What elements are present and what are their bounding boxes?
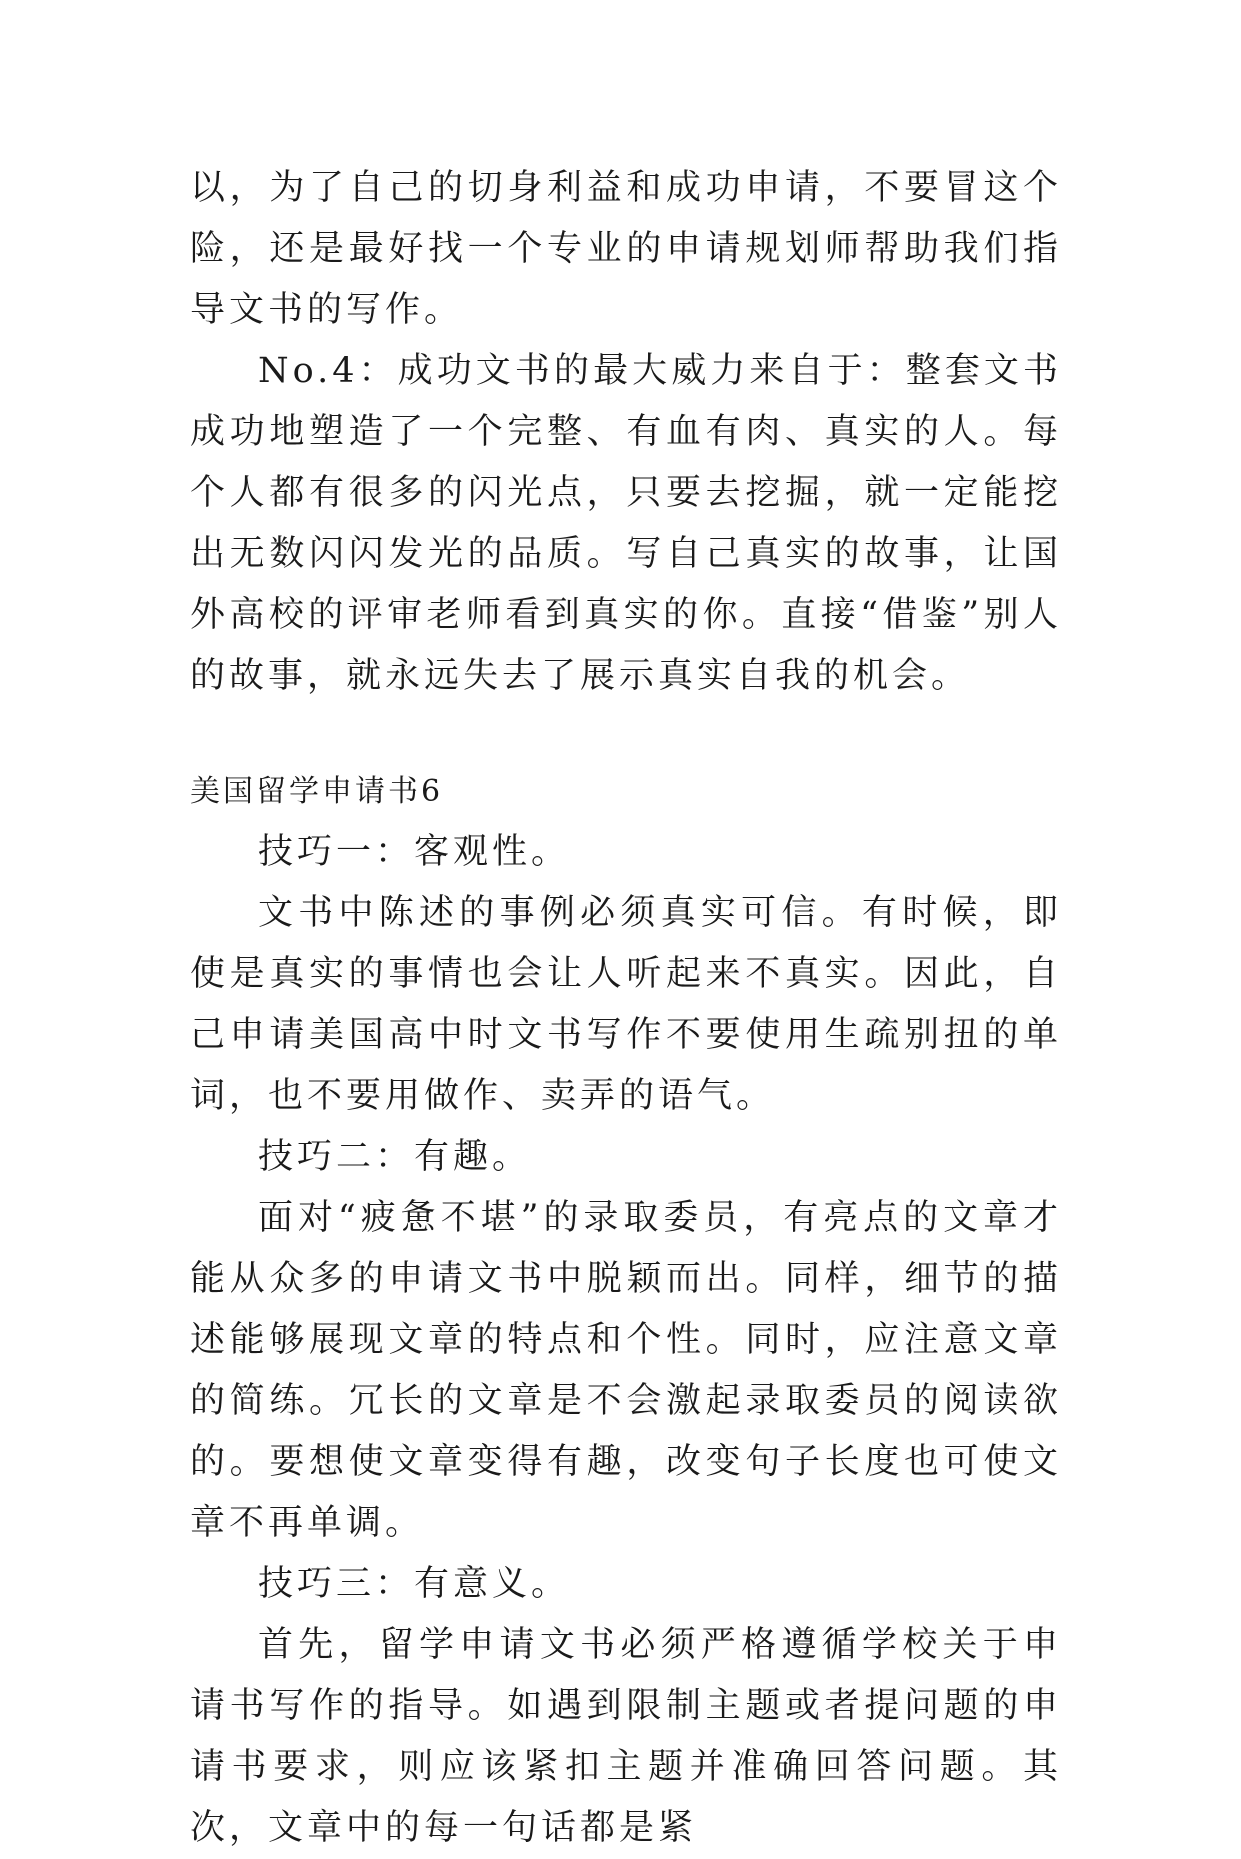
document-body [190, 158, 1062, 1859]
section-heading: 美国留学申请书6 [190, 774, 444, 809]
tip-3-body: 首先，留学申请文书必须严格遵循学校关于申请书写作的指导。如遇到限制主题或者提问题的申请书要求，则应该紧扣主题并准确回答问题。其次，文章中的每一句话都是紧 [190, 1625, 1062, 1848]
tip-2-title: 技巧二：有趣。 [258, 1137, 532, 1177]
tip-1-body: 文书中陈述的事例必须真实可信。有时候，即使是真实的事情也会让人听起来不真实。因此，自己申请美国高中时文书写作不要使用生疏别扭的单词，也不要用做作、卖弄的语气。 [190, 893, 1062, 1116]
tip-3-title: 技巧三：有意义。 [258, 1564, 571, 1604]
tip-2-body: 面对“疲惫不堪”的录取委员，有亮点的文章才能从众多的申请文书中脱颖而出。同样，细节的描述能够展现文章的特点和个性。同时，应注意文章的简练。冗长的文章是不会激起录取委员的阅读欲的。要想使文章变得有趣，改变句子长度也可使文章不再单调。 [190, 1198, 1062, 1543]
paragraph-continuation: 以，为了自己的切身利益和成功申请，不要冒这个险，还是最好找一个专业的申请规划师帮助我们指导文书的写作。 [190, 168, 1062, 330]
paragraph-no4: No.4：成功文书的最大威力来自于：整套文书成功地塑造了一个完整、有血有肉、真实的人。每个人都有很多的闪光点，只要去挖掘，就一定能挖出无数闪闪发光的品质。写自己真实的故事，让国外高校的评审老师看到真实的你。直接“借鉴”别人的故事，就永远失去了展示真实自我的机会。 [190, 351, 1062, 696]
tip-1-title: 技巧一：客观性。 [258, 832, 571, 872]
